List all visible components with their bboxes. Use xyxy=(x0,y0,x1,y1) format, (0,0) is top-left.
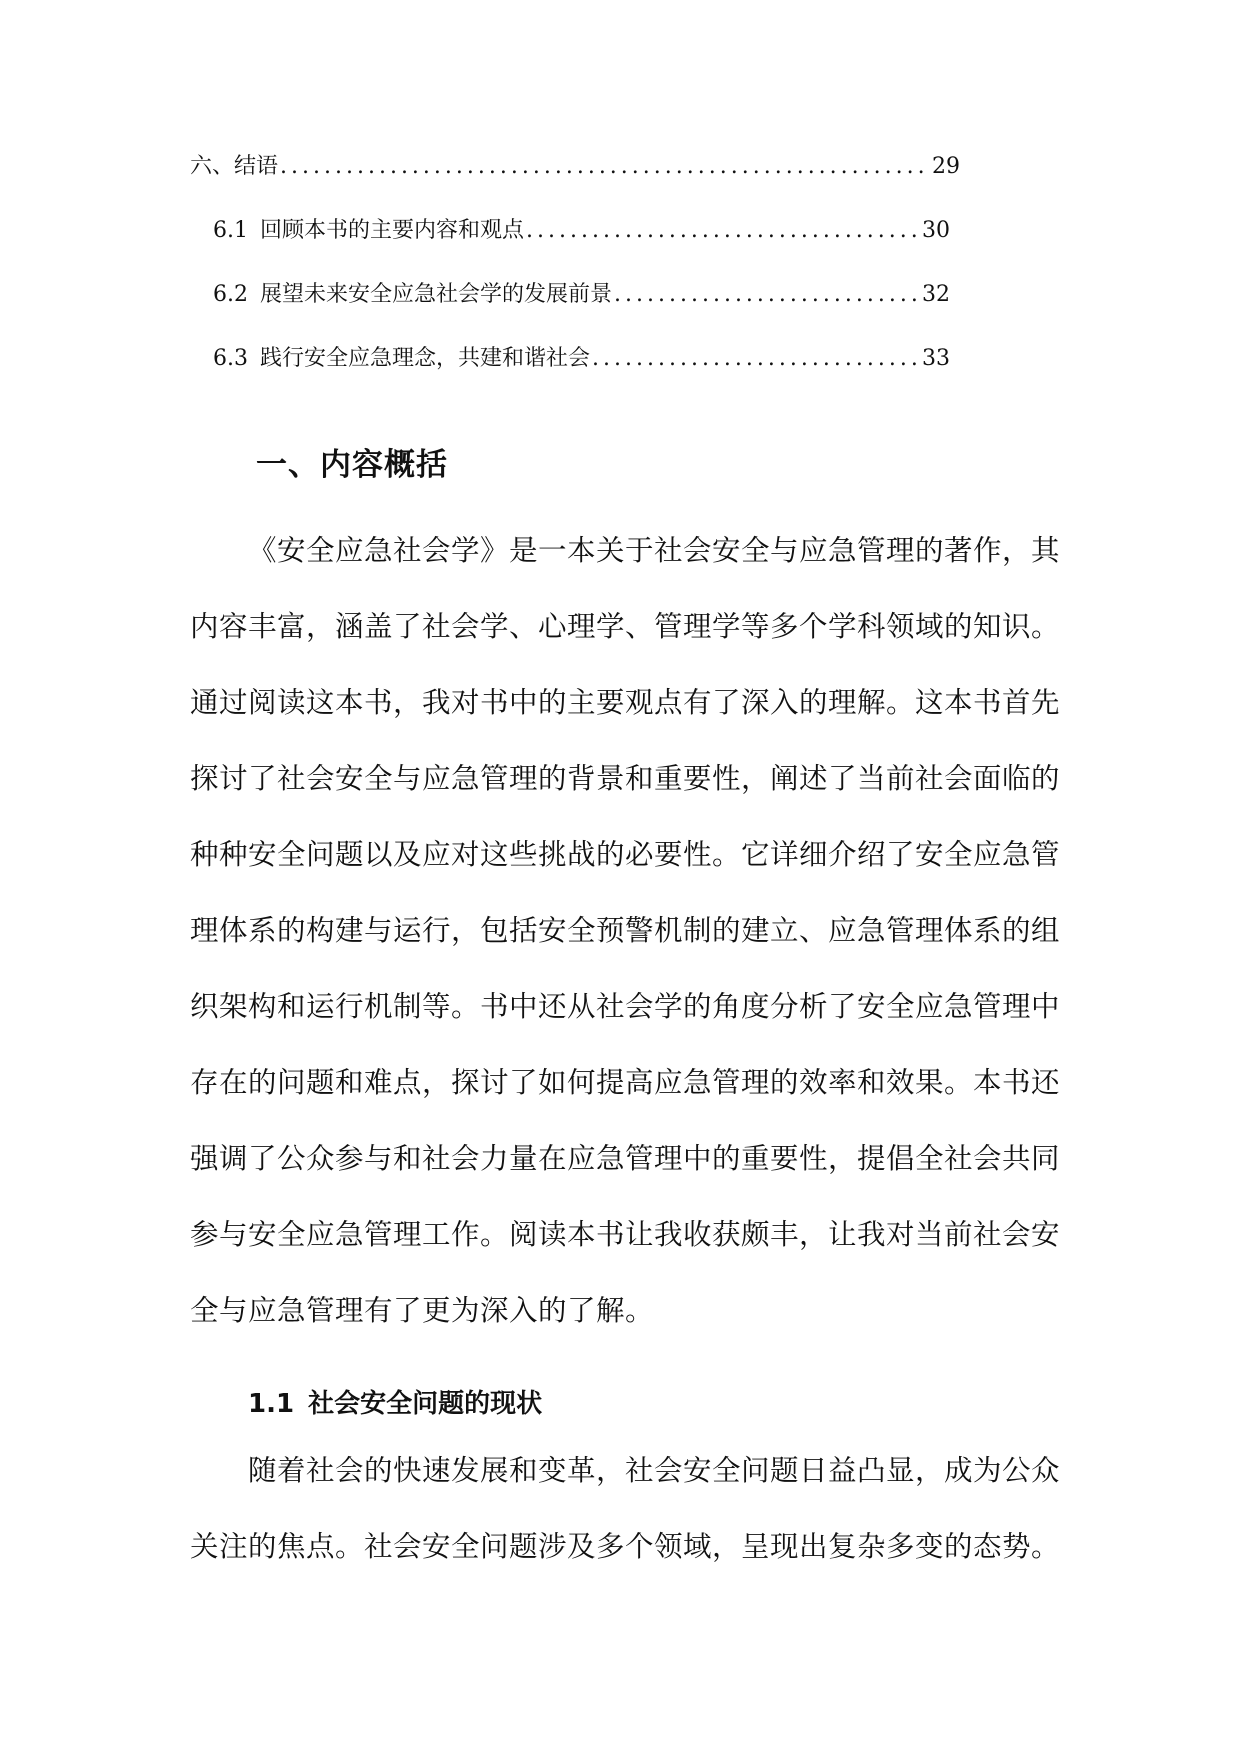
subsection-title: 社会安全问题的现状 xyxy=(308,1389,543,1419)
toc-entry-number: 6.2 xyxy=(213,282,248,307)
toc-page-number: 32 xyxy=(922,282,950,307)
summary-paragraph: 《安全应急社会学》是一本关于社会安全与应急管理的著作，其内容丰富，涵盖了社会学、心理学、管理学等多个学科领域的知识。通过阅读这本书，我对书中的主要观点有了深入的理解。这本书首先探讨了社会安全与应急管理的背景和重要性，阐述了当前社会面临的种种安全问题以及应对这些挑战的必要性。它详细介绍了安全应急管理体系的构建与运行，包括安全预警机制的建立、应急管理体系的组织架构和运行机制等。书中还从社会学的角度分析了安全应急管理中存在的问题和难点，探讨了如何提高应急管理的效率和效果。本书还强调了公众参与和社会力量在应急管理中的重要性，提倡全社会共同参与安全应急管理工作。阅读本书让我收获颇丰，让我对当前社会安全与应急管理有了更为深入的了解。 xyxy=(190,534,1061,1327)
toc-entry-6-1[interactable] xyxy=(190,216,960,280)
toc-entry-number: 6.3 xyxy=(213,346,248,371)
toc-entry-title: 六、结语 xyxy=(190,154,279,179)
toc-dot-leader xyxy=(280,152,930,182)
social-safety-paragraph: 随着社会的快速发展和变革，社会安全问题日益凸显，成为公众关注的焦点。社会安全问题涉及多个领域，呈现出复杂多变的态势。 xyxy=(190,1454,1061,1563)
table-of-contents xyxy=(190,152,960,408)
toc-entry-title: 践行安全应急理念，共建和谐社会 xyxy=(260,346,591,371)
toc-dot-leader xyxy=(592,344,920,374)
toc-entry-6-3[interactable] xyxy=(190,344,960,408)
toc-dot-leader xyxy=(526,216,920,246)
subsection-heading-social-safety xyxy=(248,1387,542,1421)
toc-entry-6-2[interactable] xyxy=(190,280,960,344)
toc-page-number: 33 xyxy=(922,346,950,371)
subsection-number: 1.1 xyxy=(248,1389,295,1419)
toc-entry-conclusion[interactable] xyxy=(190,152,960,216)
toc-dot-leader xyxy=(614,280,920,310)
toc-entry-title: 回顾本书的主要内容和观点 xyxy=(260,218,525,243)
toc-page-number: 29 xyxy=(932,154,960,179)
section-heading-content-summary: 一、内容概括 xyxy=(256,447,448,483)
toc-entry-number: 6.1 xyxy=(213,218,248,243)
toc-page-number: 30 xyxy=(922,218,950,243)
toc-entry-title: 展望未来安全应急社会学的发展前景 xyxy=(260,282,613,307)
